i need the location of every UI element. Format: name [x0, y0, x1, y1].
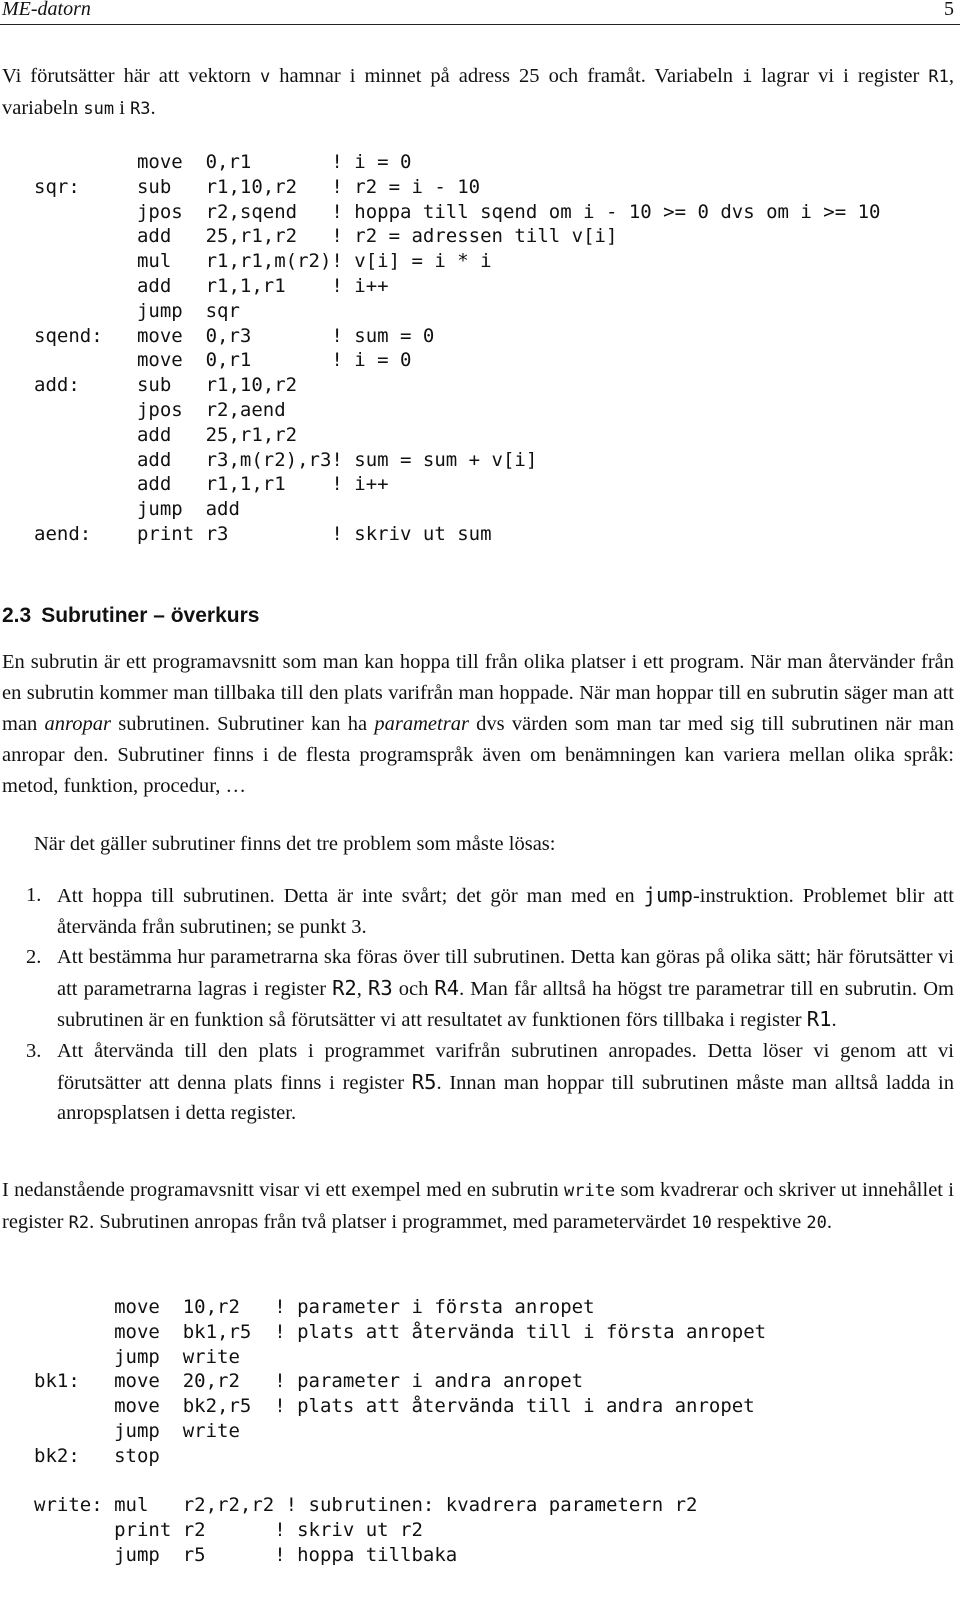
- header-rule: [0, 24, 960, 25]
- problems-intro: När det gäller subrutiner finns det tre problem som måste lösas:: [34, 833, 556, 855]
- code-listing-vector: move 0,r1 ! i = 0 sqr: sub r1,10,r2 ! r2 = i - 10 jpos r2,sqend ! hoppa till sqend om i - 10 >= 0 dvs om i >= 10 add 25,r1,r2 ! r2 = adressen till v[i] mul r1,r1,m(r2)! v[i] = i * i add r1,1,r1 ! i++ jump sqr sqend: move 0,r3 ! sum = 0 move 0,r1 ! i = 0 add: sub r1,10,r2 jpos r2,aend add 25,r1,r2 add r3,m(r2),r3! sum = sum + v[i] add r1,1,r1 ! i++ jump add aend: print r3 ! skriv ut sum: [34, 151, 881, 545]
- problem-list: [2, 880, 954, 1129]
- example-paragraph: I nedanstående programavsnitt visar vi ett exempel med en subrutin write som kvadrerar och skriver ut innehållet i register R2. Subrutinen anropas från två platser i programmet, med parametervärdet 10 respektive 20.: [2, 1179, 954, 1233]
- code-listing-subroutine: move 10,r2 ! parameter i första anropet move bk1,r5 ! plats att återvända till i första anropet jump write bk1: move 20,r2 ! parameter i andra anropet move bk2,r5 ! plats att återvända till i andra anropet jump write bk2: stop write: mul r2,r2,r2 ! subrutinen: kvadrera parametern r2 print r2 ! skriv ut r2 jump r5 ! hoppa tillbaka: [34, 1296, 767, 1566]
- subroutine-paragraph: En subrutin är ett programavsnitt som man kan hoppa till från olika platser i ett program. När man återvänder från en subrutin kommer man tillbaka till den plats varifrån man hoppade. När man hoppar till en subrutin säger man att man anropar subrutinen. Subrutiner kan ha parametrar dvs värden som man tar med sig till subrutinen när man anropar den. Subrutiner finns i de flesta programspråk även om benämningen kan variera mellan olika språk: metod, funktion, procedur, …: [2, 651, 954, 797]
- list-item: 1. Att hoppa till subrutinen. Detta är inte svårt; det gör man med en jump-instruktion. Problemet blir att återvända från subrutinen; se punkt 3.: [26, 883, 954, 938]
- intro-paragraph: Vi förutsätter här att vektorn v hamnar i minnet på adress 25 och framåt. Variabeln i lagrar vi i register R1, variabeln sum i R3.: [2, 65, 954, 119]
- page-header: [0, 0, 960, 26]
- list-item: 3. Att återvända till den plats i programmet varifrån subrutinen anropades. Detta löser vi genom att vi förutsätter att denna plats finns i register R5. Innan man hoppar till subrutinen måste man alltså ladda in anropsplatsen i detta register.: [26, 1039, 954, 1125]
- list-item: 2. Att bestämma hur parametrarna ska föras över till subrutinen. Detta kan göras på olika sätt; här förutsätter vi att parametrarna lagras i register R2, R3 och R4. Man får alltså ha högst tre parametrar till en subrutin. Om subrutinen är en funktion så förutsätter vi att resultatet av funktionen förs tillbaka i register R1.: [26, 946, 955, 1032]
- term-parametrar: parametrar: [374, 713, 469, 735]
- section-title: Subrutiner – överkurs: [41, 604, 260, 627]
- section-number: 2.3: [2, 604, 32, 627]
- page-number: 5: [944, 0, 954, 20]
- running-title: ME-datorn: [2, 0, 91, 20]
- section-heading: [2, 604, 259, 628]
- term-anropar: anropar: [44, 713, 111, 735]
